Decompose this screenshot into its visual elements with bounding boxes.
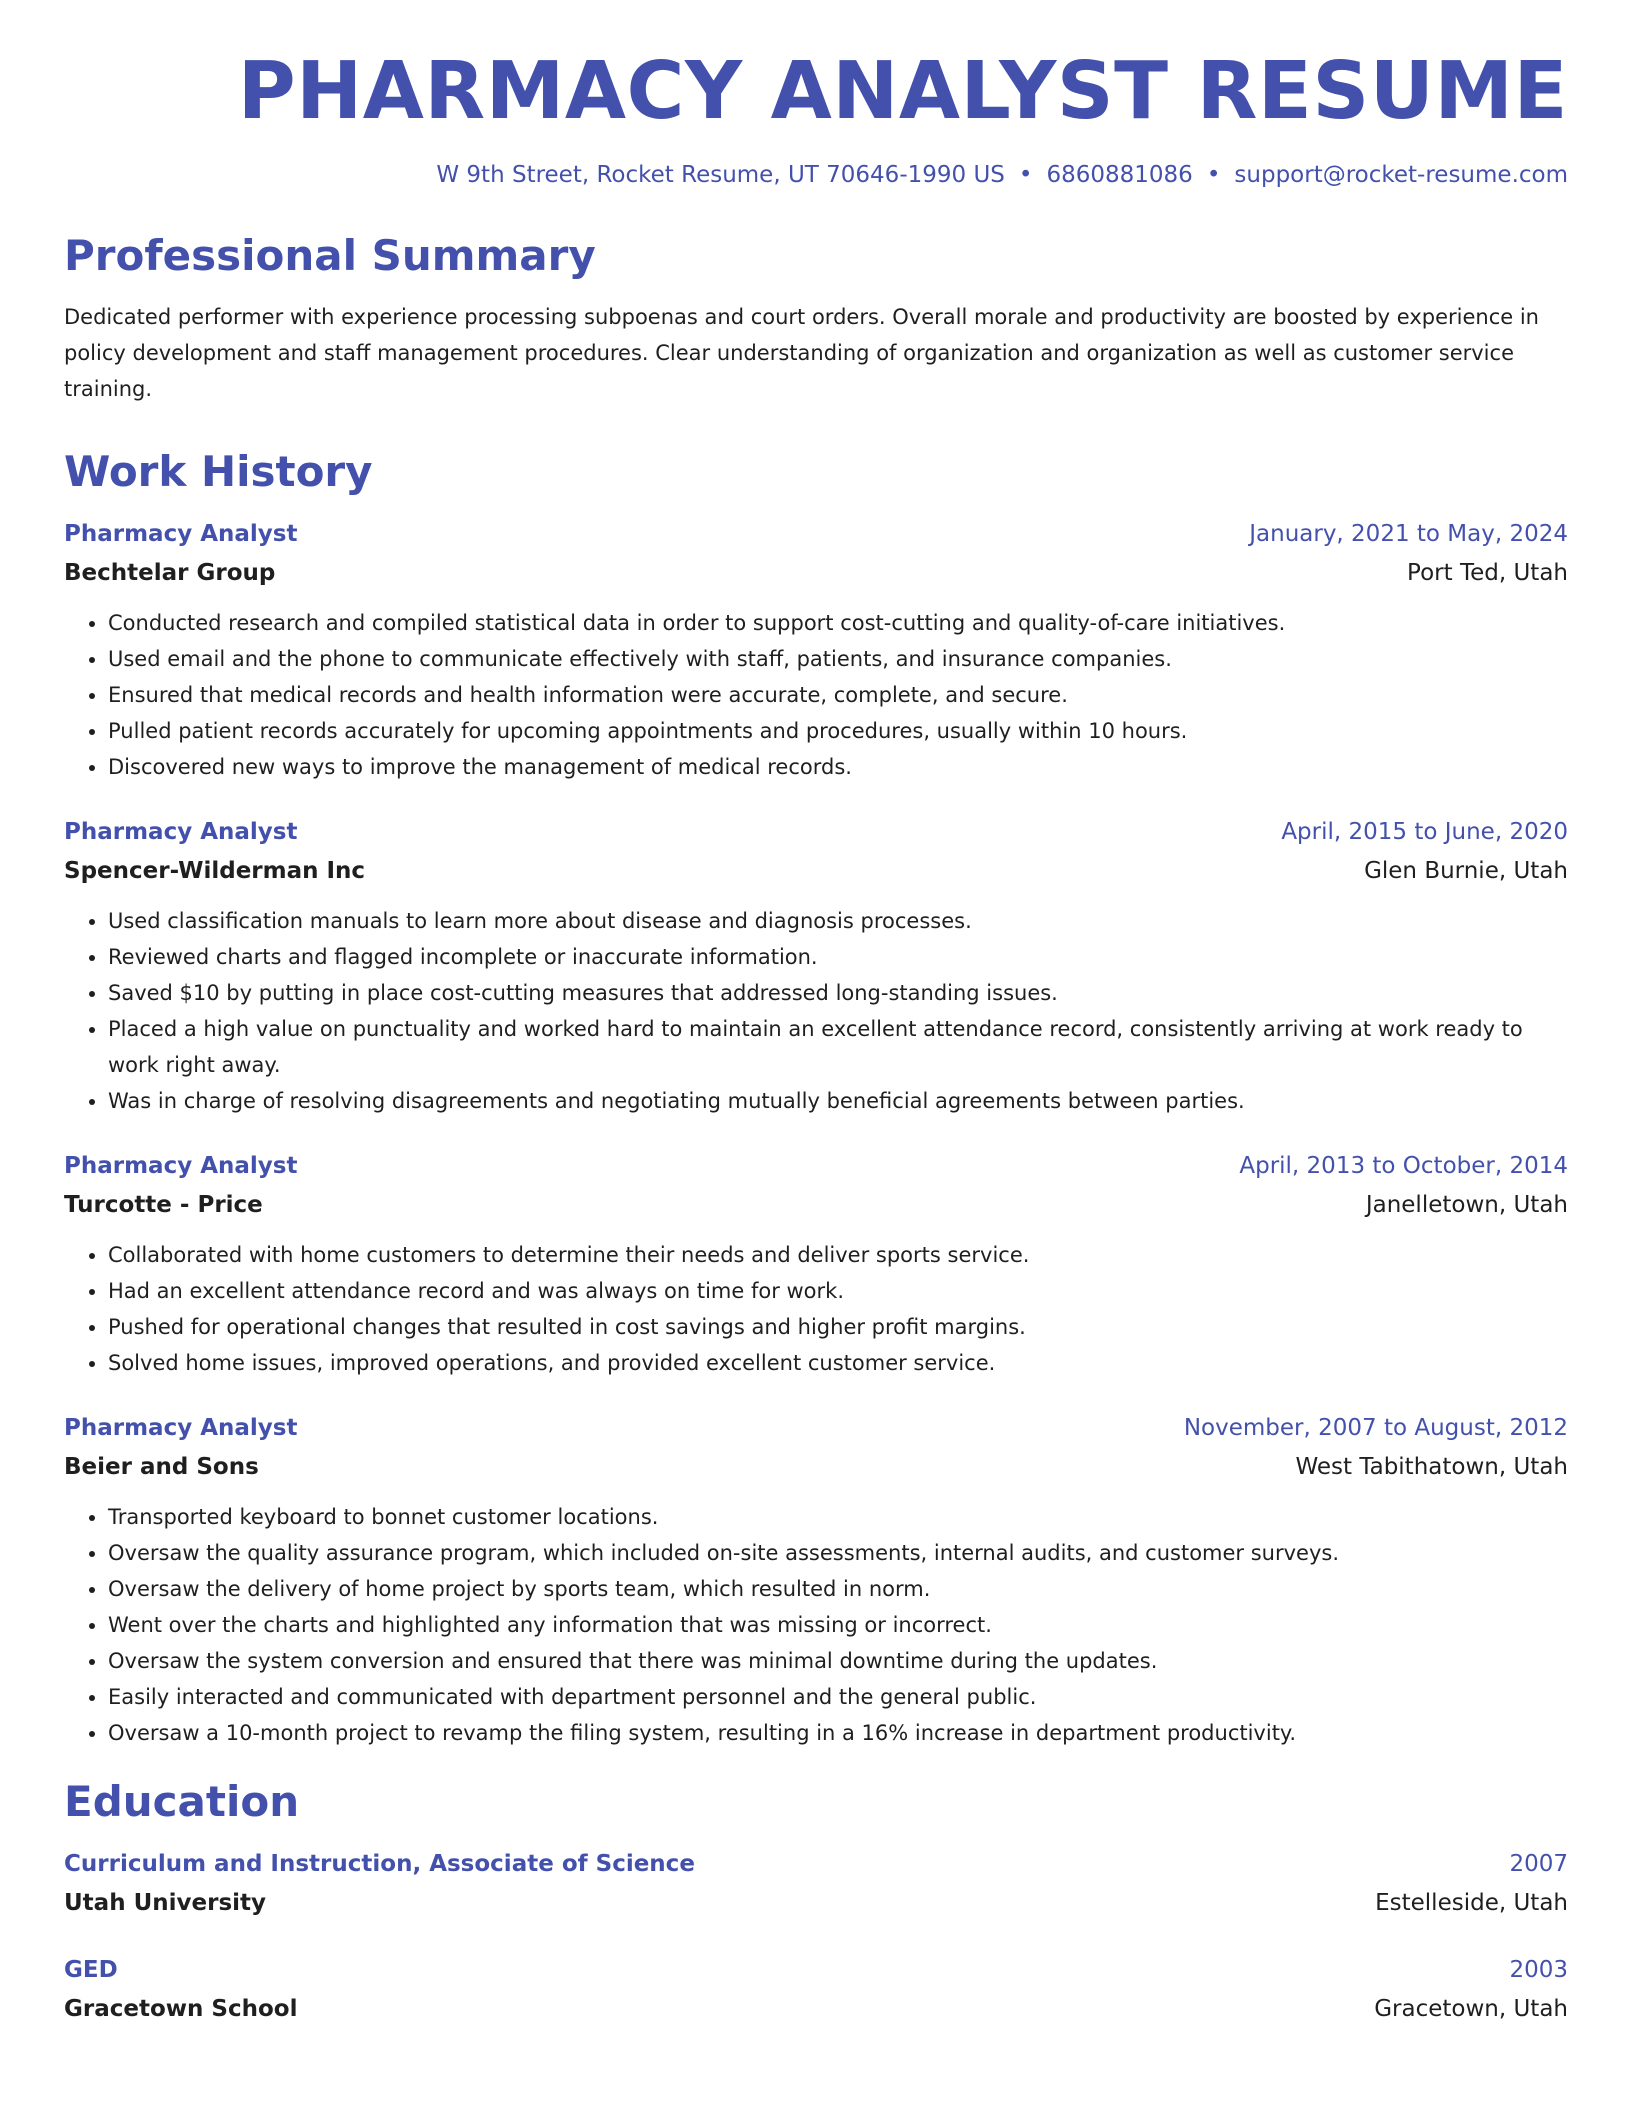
- job-bullet: • Easily interacted and communicated with department personnel and the general public.: [108, 1679, 1568, 1715]
- section-heading-summary: Professional Summary: [64, 230, 596, 280]
- contact-phone: 6860881086: [1046, 161, 1193, 188]
- job-bullet: • Oversaw a 10-month project to revamp the filing system, resulting in a 16% increase in department productivity.: [108, 1715, 1568, 1751]
- job-title-row: [64, 515, 1568, 553]
- job-dates: April, 2015 to June, 2020: [1281, 819, 1568, 846]
- summary-text: Dedicated performer with experience processing subpoenas and court orders. Overall morale and productivity are boosted by experience in policy development and staff management procedures. Clear understanding of organization and organization as well as customer service training.: [64, 304, 1539, 401]
- job-dates: January, 2021 to May, 2024: [1249, 521, 1568, 548]
- professional-summary-section: [64, 230, 1568, 407]
- job-bullet: • Collaborated with home customers to determine their needs and deliver sports service.: [108, 1237, 1568, 1273]
- job-company-row: [64, 1185, 1568, 1225]
- job-entry: [64, 515, 1568, 785]
- job-bullet: • Pulled patient records accurately for upcoming appointments and procedures, usually within 10 hours.: [108, 713, 1568, 749]
- resume-title: PHARMACY ANALYST RESUME: [237, 45, 1568, 137]
- job-company-row: [64, 553, 1568, 593]
- job-list: [64, 515, 1568, 1751]
- job-bullet: • Placed a high value on punctuality and worked hard to maintain an excellent attendance record, consistently arriving at work ready to work right away.: [108, 1011, 1568, 1083]
- education-school-row: [64, 1883, 1568, 1923]
- job-entry: [64, 813, 1568, 1119]
- job-bullet: • Pushed for operational changes that resulted in cost savings and higher profit margins.: [108, 1309, 1568, 1345]
- job-title-row: [64, 1147, 1568, 1185]
- job-location: West Tabithatown, Utah: [1295, 1454, 1568, 1481]
- education-degree: Curriculum and Instruction, Associate of Science: [64, 1851, 695, 1878]
- job-bullet: • Oversaw the quality assurance program, which included on-site assessments, internal audits, and customer surveys.: [108, 1535, 1568, 1571]
- job-title: Pharmacy Analyst: [64, 819, 298, 846]
- education-degree-row: [64, 1951, 1568, 1989]
- job-bullet: • Saved $10 by putting in place cost-cutting measures that addressed long-standing issues.: [108, 975, 1568, 1011]
- job-bullet-list: [64, 1499, 1568, 1751]
- job-bullet: • Solved home issues, improved operations, and provided excellent customer service.: [108, 1345, 1568, 1381]
- job-bullet-list: [64, 1237, 1568, 1381]
- job-location: Glen Burnie, Utah: [1364, 858, 1568, 885]
- job-company-row: [64, 851, 1568, 891]
- job-bullet: • Conducted research and compiled statistical data in order to support cost-cutting and quality-of-care initiatives.: [108, 605, 1568, 641]
- job-entry: [64, 1147, 1568, 1381]
- job-dates: November, 2007 to August, 2012: [1183, 1415, 1568, 1442]
- job-company-row: [64, 1447, 1568, 1487]
- education-degree: GED: [64, 1957, 118, 1984]
- work-history-section: [64, 446, 1568, 1751]
- job-title-row: [64, 813, 1568, 851]
- education-entry: [64, 1951, 1568, 2029]
- education-school: Utah University: [64, 1890, 267, 1917]
- contact-address: W 9th Street, Rocket Resume, UT 70646-1990 US: [436, 161, 1005, 188]
- job-company: Beier and Sons: [64, 1454, 259, 1481]
- job-title: Pharmacy Analyst: [64, 1415, 298, 1442]
- contact-separator: •: [1018, 161, 1033, 188]
- job-bullet: • Discovered new ways to improve the management of medical records.: [108, 749, 1568, 785]
- job-bullet: • Reviewed charts and flagged incomplete or inaccurate information.: [108, 939, 1568, 975]
- job-entry: [64, 1409, 1568, 1751]
- education-year: 2007: [1509, 1851, 1568, 1878]
- job-bullet: • Went over the charts and highlighted any information that was missing or incorrect.: [108, 1607, 1568, 1643]
- job-bullet: • Had an excellent attendance record and was always on time for work.: [108, 1273, 1568, 1309]
- job-bullet: • Oversaw the system conversion and ensured that there was minimal downtime during the updates.: [108, 1643, 1568, 1679]
- section-heading-work: Work History: [64, 446, 373, 496]
- education-location: Estelleside, Utah: [1375, 1890, 1568, 1917]
- job-bullet: • Ensured that medical records and health information were accurate, complete, and secure.: [108, 677, 1568, 713]
- education-degree-row: [64, 1845, 1568, 1883]
- contact-email[interactable]: support@rocket-resume.com: [1234, 161, 1568, 188]
- contact-line: [64, 161, 1568, 191]
- section-heading-education: Education: [64, 1777, 300, 1827]
- job-location: Port Ted, Utah: [1407, 560, 1568, 587]
- job-bullet: • Oversaw the delivery of home project by sports team, which resulted in norm.: [108, 1571, 1568, 1607]
- job-title: Pharmacy Analyst: [64, 1153, 298, 1180]
- job-company: Spencer-Wilderman Inc: [64, 858, 366, 885]
- education-section: [64, 1779, 1568, 2029]
- job-bullet: • Was in charge of resolving disagreements and negotiating mutually beneficial agreements between parties.: [108, 1083, 1568, 1119]
- job-bullet: • Used classification manuals to learn more about disease and diagnosis processes.: [108, 903, 1568, 939]
- job-company: Bechtelar Group: [64, 560, 276, 587]
- job-dates: April, 2013 to October, 2014: [1239, 1153, 1568, 1180]
- job-title-row: [64, 1409, 1568, 1447]
- education-entry: [64, 1845, 1568, 1923]
- education-list: [64, 1845, 1568, 2029]
- job-bullet-list: [64, 903, 1568, 1119]
- education-location: Gracetown, Utah: [1374, 1996, 1568, 2023]
- education-year: 2003: [1509, 1957, 1568, 1984]
- job-bullet-list: [64, 605, 1568, 785]
- contact-separator: •: [1206, 161, 1221, 188]
- job-title: Pharmacy Analyst: [64, 521, 298, 548]
- job-company: Turcotte - Price: [64, 1192, 263, 1219]
- job-location: Janelletown, Utah: [1365, 1192, 1568, 1219]
- education-school-row: [64, 1989, 1568, 2029]
- education-school: Gracetown School: [64, 1996, 298, 2023]
- job-bullet: • Transported keyboard to bonnet customer locations.: [108, 1499, 1568, 1535]
- job-bullet: • Used email and the phone to communicate effectively with staff, patients, and insurance companies.: [108, 641, 1568, 677]
